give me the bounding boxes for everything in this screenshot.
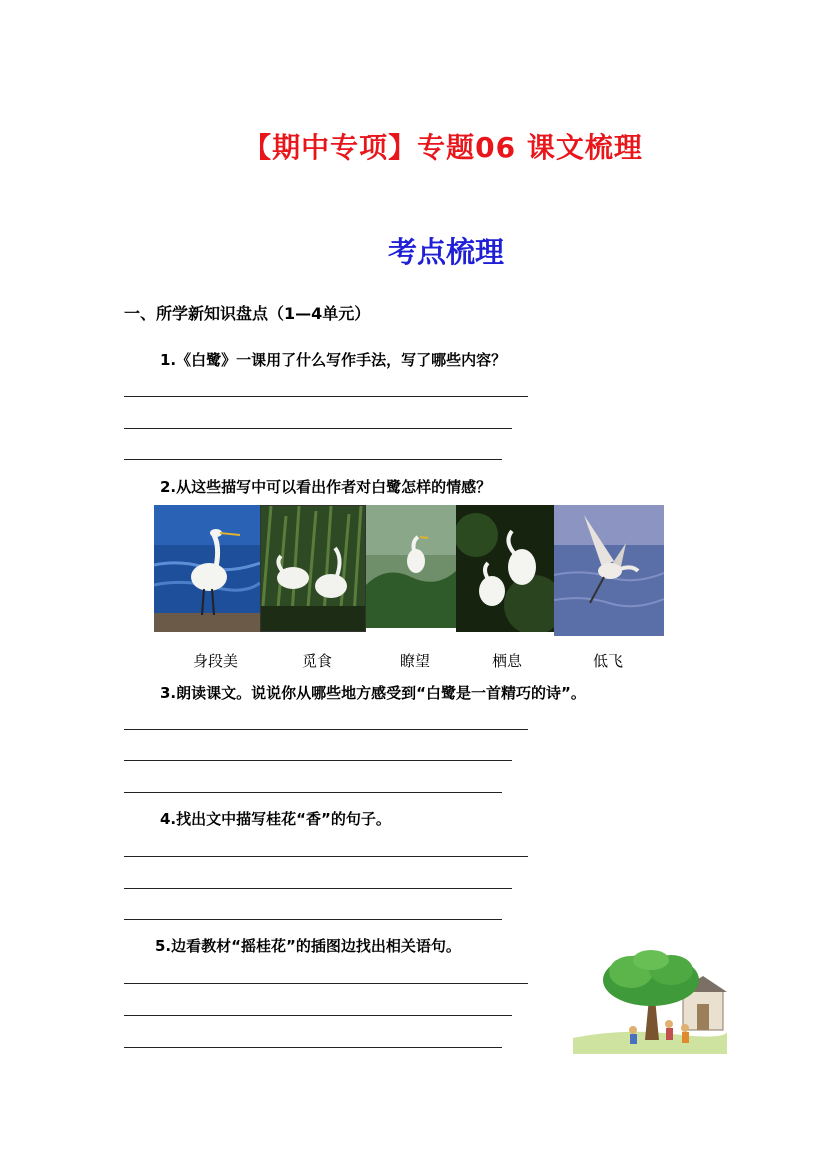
answer-line[interactable] [124, 1015, 512, 1016]
egret-photo-watching [366, 505, 456, 628]
answer-line[interactable] [124, 888, 512, 889]
answer-line[interactable] [124, 428, 512, 429]
section-title: 一、所学新知识盘点（1—4单元） [124, 304, 371, 323]
answer-line[interactable] [124, 919, 502, 920]
egret-photo-flying [554, 505, 664, 636]
answer-line[interactable] [124, 1047, 502, 1048]
page-title: 【期中专项】专题06 课文梳理 [243, 131, 643, 164]
osmanthus-illustration [573, 948, 727, 1054]
question-3: 3.朗读课文。说说你从哪些地方感受到“白鹭是一首精巧的诗”。 [160, 684, 586, 702]
caption-3: 瞭望 [400, 652, 431, 670]
section-heading: 考点梳理 [387, 235, 504, 269]
egret-photo-feeding [260, 505, 366, 632]
caption-2: 觅食 [302, 652, 333, 670]
answer-line[interactable] [124, 792, 502, 793]
answer-line[interactable] [124, 396, 528, 397]
answer-line[interactable] [124, 983, 528, 984]
answer-line[interactable] [124, 856, 528, 857]
question-4: 4.找出文中描写桂花“香”的句子。 [160, 810, 391, 828]
caption-1: 身段美 [193, 652, 239, 670]
caption-4: 栖息 [492, 652, 523, 670]
answer-line[interactable] [124, 729, 528, 730]
question-5: 5.边看教材“摇桂花”的插图边找出相关语句。 [155, 937, 461, 955]
egret-photo-standing [154, 505, 260, 632]
question-1: 1.《白鹭》一课用了什么写作手法，写了哪些内容？ [160, 351, 507, 369]
answer-line[interactable] [124, 459, 502, 460]
egret-photo-resting [456, 505, 554, 632]
question-2: 2.从这些描写中可以看出作者对白鹭怎样的情感？ [160, 478, 492, 496]
answer-line[interactable] [124, 760, 512, 761]
caption-5: 低飞 [593, 652, 624, 670]
